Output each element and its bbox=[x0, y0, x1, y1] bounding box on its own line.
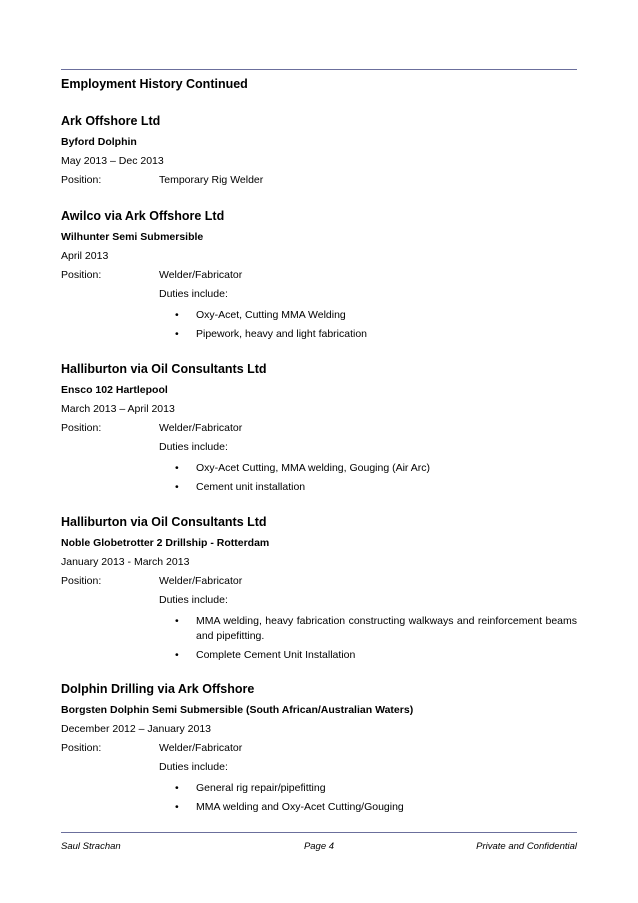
position-row bbox=[61, 171, 577, 190]
duties-list bbox=[61, 614, 577, 663]
job-entry bbox=[61, 111, 577, 190]
footer-page-number: Page 4 bbox=[303, 841, 335, 852]
duties-label: Duties include: bbox=[159, 594, 228, 606]
position-row bbox=[61, 572, 577, 591]
vessel-name: Byford Dolphin bbox=[61, 136, 137, 148]
job-entry bbox=[61, 679, 577, 819]
duty-item bbox=[61, 308, 577, 323]
position-value: Welder/Fabricator bbox=[159, 742, 243, 754]
position-value: Temporary Rig Welder bbox=[159, 174, 264, 186]
footer-rule bbox=[61, 832, 577, 833]
position-row bbox=[61, 266, 577, 285]
duty-item bbox=[61, 327, 577, 342]
footer-confidentiality: Private and Confidential bbox=[476, 841, 577, 852]
duty-text: Cement unit installation bbox=[196, 481, 306, 493]
position-label: Position: bbox=[61, 742, 102, 754]
position-row bbox=[61, 739, 577, 758]
employer-name: Halliburton via Oil Consultants Ltd bbox=[61, 362, 267, 376]
duty-item bbox=[61, 800, 577, 815]
duties-label: Duties include: bbox=[159, 288, 228, 300]
employment-dates: December 2012 – January 2013 bbox=[61, 723, 212, 735]
job-entry bbox=[61, 359, 577, 499]
position-label: Position: bbox=[61, 269, 102, 281]
bullet-icon: • bbox=[175, 462, 179, 474]
employment-dates: January 2013 - March 2013 bbox=[61, 556, 190, 568]
position-row bbox=[61, 419, 577, 438]
duties-list bbox=[61, 308, 577, 342]
employer-name: Dolphin Drilling via Ark Offshore bbox=[61, 682, 255, 696]
employment-dates: April 2013 bbox=[61, 250, 109, 262]
bullet-icon: • bbox=[175, 649, 179, 661]
employer-name: Awilco via Ark Offshore Ltd bbox=[61, 209, 225, 223]
position-label: Position: bbox=[61, 422, 102, 434]
duty-text: Oxy-Acet, Cutting MMA Welding bbox=[196, 309, 346, 321]
duty-item bbox=[61, 648, 577, 663]
position-value: Welder/Fabricator bbox=[159, 422, 243, 434]
duty-text: MMA welding, heavy fabrication constructing walkways and reinforcement beams and pipefitting. bbox=[196, 615, 577, 642]
bullet-icon: • bbox=[175, 328, 179, 340]
duties-label: Duties include: bbox=[159, 761, 228, 773]
position-label: Position: bbox=[61, 174, 102, 186]
duties-list bbox=[61, 461, 577, 495]
vessel-name: Borgsten Dolphin Semi Submersible (South African/Australian Waters) bbox=[61, 704, 414, 716]
vessel-name: Wilhunter Semi Submersible bbox=[61, 231, 204, 243]
duty-item bbox=[61, 781, 577, 796]
vessel-name: Ensco 102 Hartlepool bbox=[61, 384, 168, 396]
duties-list bbox=[61, 781, 577, 815]
duty-text: Pipework, heavy and light fabrication bbox=[196, 328, 368, 340]
duty-text: Complete Cement Unit Installation bbox=[196, 649, 356, 661]
bullet-icon: • bbox=[175, 309, 179, 321]
bullet-icon: • bbox=[175, 801, 179, 813]
employment-dates: May 2013 – Dec 2013 bbox=[61, 155, 164, 167]
header-rule bbox=[61, 69, 577, 70]
employer-name: Ark Offshore Ltd bbox=[61, 114, 161, 128]
footer-author: Saul Strachan bbox=[61, 841, 121, 852]
duties-label: Duties include: bbox=[159, 441, 228, 453]
bullet-icon: • bbox=[175, 615, 179, 627]
duty-text: General rig repair/pipefitting bbox=[196, 782, 326, 794]
duty-text: MMA welding and Oxy-Acet Cutting/Gouging bbox=[196, 801, 404, 813]
duty-text: Oxy-Acet Cutting, MMA welding, Gouging (Air Arc) bbox=[196, 462, 430, 474]
employer-name: Halliburton via Oil Consultants Ltd bbox=[61, 515, 267, 529]
position-value: Welder/Fabricator bbox=[159, 269, 243, 281]
employment-dates: March 2013 – April 2013 bbox=[61, 403, 175, 415]
job-entry bbox=[61, 206, 577, 346]
position-label: Position: bbox=[61, 575, 102, 587]
duty-item bbox=[61, 614, 577, 644]
job-entry bbox=[61, 512, 577, 667]
bullet-icon: • bbox=[175, 481, 179, 493]
duty-item bbox=[61, 480, 577, 495]
duty-item bbox=[61, 461, 577, 476]
bullet-icon: • bbox=[175, 782, 179, 794]
vessel-name: Noble Globetrotter 2 Drillship - Rotterdam bbox=[61, 537, 270, 549]
section-heading: Employment History Continued bbox=[61, 77, 248, 91]
position-value: Welder/Fabricator bbox=[159, 575, 243, 587]
